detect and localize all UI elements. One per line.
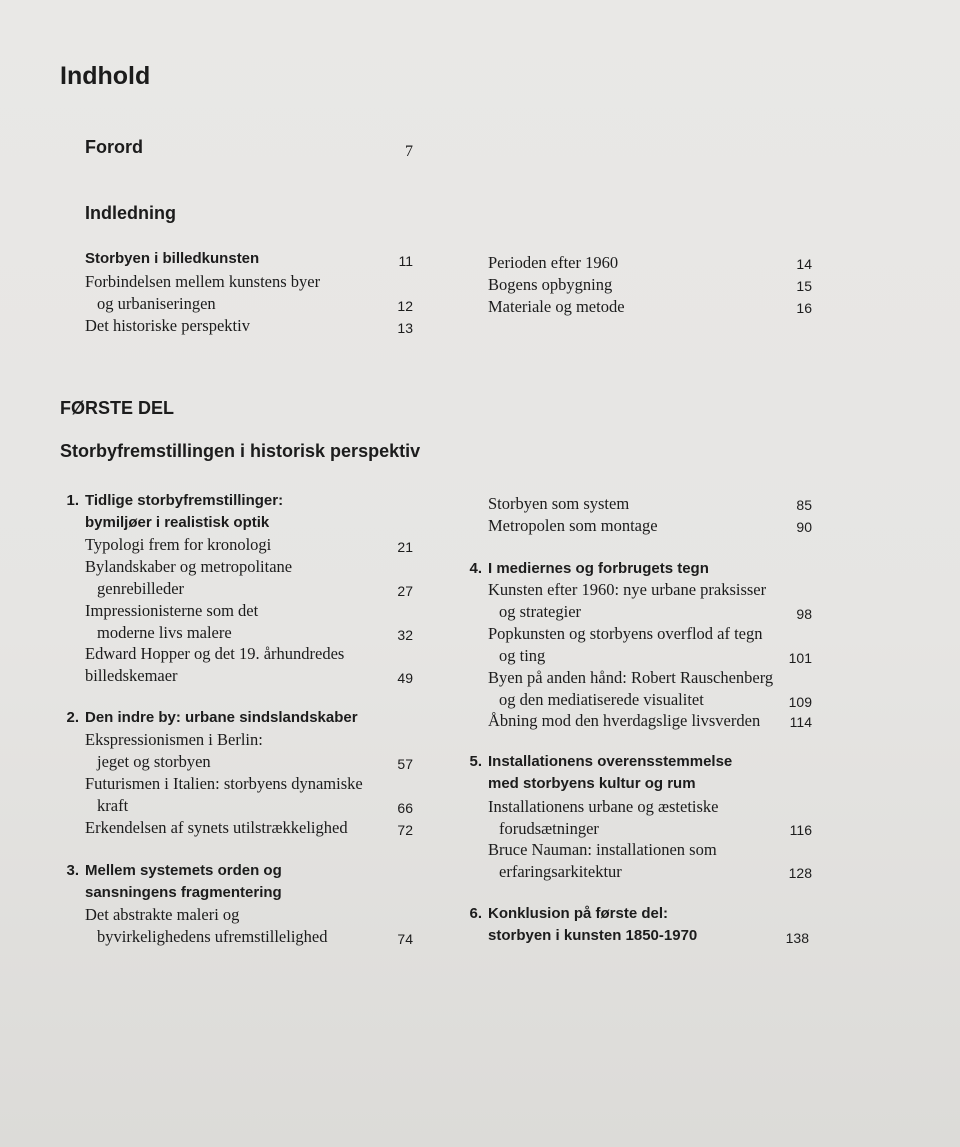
chapter-title[interactable]: storbyen i kunsten 1850-1970 — [488, 927, 698, 944]
toc-entry[interactable]: Ekspressionismen i Berlin: — [85, 730, 263, 749]
toc-page: 72 — [397, 822, 413, 838]
chapter-number: 5. — [469, 753, 482, 770]
toc-page: 101 — [788, 650, 812, 666]
forord-page: 7 — [405, 143, 413, 160]
toc-page: 66 — [397, 800, 413, 816]
chapter-title[interactable]: Tidlige storbyfremstillinger: — [85, 492, 284, 509]
toc-page: 114 — [789, 714, 812, 730]
toc-page: 116 — [789, 822, 812, 838]
toc-entry[interactable]: Edward Hopper og det 19. århundredes — [85, 644, 345, 663]
toc-entry[interactable]: Åbning mod den hverdagslige livsverden — [488, 711, 761, 730]
toc-entry[interactable]: Det historiske perspektiv — [85, 316, 250, 335]
toc-entry[interactable]: jeget og storbyen — [97, 752, 211, 771]
page-title: Indhold — [60, 62, 151, 90]
toc-page: 49 — [397, 670, 413, 686]
toc-page: 85 — [796, 497, 812, 513]
chapter-number: 2. — [66, 709, 79, 726]
toc-entry[interactable]: Impressionisterne som det — [85, 601, 259, 620]
toc-entry[interactable]: Bogens opbygning — [488, 275, 613, 294]
toc-entry[interactable]: byvirkelighedens ufremstillelighed — [97, 927, 328, 946]
toc-entry[interactable]: moderne livs malere — [97, 623, 232, 642]
toc-entry[interactable]: genrebilleder — [97, 579, 185, 598]
toc-entry[interactable]: Storbyen i billedkunsten — [85, 250, 260, 267]
chapter-number: 1. — [66, 492, 79, 509]
toc-entry[interactable]: og ting — [499, 646, 546, 665]
chapter-number: 6. — [469, 905, 482, 922]
toc-entry[interactable]: billedskemaer — [85, 666, 178, 685]
part-heading[interactable]: FØRSTE DEL — [60, 398, 175, 418]
chapter-title[interactable]: bymiljøer i realistisk optik — [85, 514, 270, 531]
toc-page: 11 — [398, 253, 413, 269]
toc-entry[interactable]: Metropolen som montage — [488, 516, 658, 535]
toc-entry[interactable]: Storbyen som system — [488, 494, 630, 513]
toc-entry[interactable]: og urbaniseringen — [97, 294, 216, 313]
toc-entry[interactable]: og strategier — [499, 602, 582, 621]
toc-page: 15 — [796, 278, 812, 294]
toc-page: 21 — [397, 539, 413, 555]
toc-entry[interactable]: Erkendelsen af synets utilstrækkelighed — [85, 818, 348, 837]
chapter-title[interactable]: Installationens overensstemmelse — [488, 753, 733, 770]
toc-page: 13 — [397, 320, 413, 336]
part-subtitle: Storbyfremstillingen i historisk perspektiv — [60, 441, 421, 461]
toc-page: 27 — [397, 583, 413, 599]
chapter-title[interactable]: sansningens fragmentering — [85, 884, 282, 901]
toc-entry[interactable]: Popkunsten og storbyens overflod af tegn — [488, 624, 763, 643]
chapter-title[interactable]: med storbyens kultur og rum — [488, 775, 696, 792]
chapter-title[interactable]: Den indre by: urbane sindslandskaber — [85, 709, 358, 726]
toc-entry[interactable]: Forbindelsen mellem kunstens byer — [85, 272, 321, 291]
toc-entry[interactable]: Materiale og metode — [488, 297, 625, 316]
toc-page: 109 — [788, 694, 812, 710]
chapter-number: 3. — [66, 862, 79, 879]
toc-entry[interactable]: forudsætninger — [499, 819, 599, 838]
toc-page: 90 — [796, 519, 812, 535]
toc-page: 32 — [397, 627, 413, 643]
toc-entry[interactable]: Kunsten efter 1960: nye urbane praksisser — [488, 580, 767, 599]
toc-entry[interactable]: kraft — [97, 796, 129, 815]
toc-page: 98 — [796, 606, 812, 622]
toc-entry[interactable]: Typologi frem for kronologi — [85, 535, 272, 554]
toc-entry[interactable]: Byen på anden hånd: Robert Rauschenberg — [488, 668, 774, 687]
toc-page: 12 — [397, 298, 413, 314]
toc-entry[interactable]: Perioden efter 1960 — [488, 253, 619, 272]
forord-heading[interactable]: Forord — [85, 137, 143, 157]
chapter-title[interactable]: I mediernes og forbrugets tegn — [488, 560, 709, 577]
toc-page: 14 — [796, 256, 812, 272]
toc-page: 57 — [397, 756, 413, 772]
toc-page: 138 — [785, 930, 809, 946]
toc-entry[interactable]: Bylandskaber og metropolitane — [85, 557, 293, 576]
chapter-title[interactable]: Konklusion på første del: — [488, 905, 669, 922]
toc-entry[interactable]: og den mediatiserede visualitet — [499, 690, 704, 709]
indledning-heading[interactable]: Indledning — [85, 203, 176, 223]
toc-entry[interactable]: Det abstrakte maleri og — [85, 905, 240, 924]
chapter-number: 4. — [469, 560, 482, 577]
toc-page: 16 — [796, 300, 812, 316]
toc-page: 74 — [397, 931, 413, 947]
toc-entry[interactable]: Futurismen i Italien: storbyens dynamiske — [85, 774, 363, 793]
toc-entry[interactable]: Installationens urbane og æstetiske — [488, 797, 719, 816]
chapter-title[interactable]: Mellem systemets orden og — [85, 862, 282, 879]
toc-entry[interactable]: Bruce Nauman: installationen som — [488, 840, 717, 859]
toc-page: 128 — [788, 865, 812, 881]
toc-entry[interactable]: erfaringsarkitektur — [499, 862, 622, 881]
